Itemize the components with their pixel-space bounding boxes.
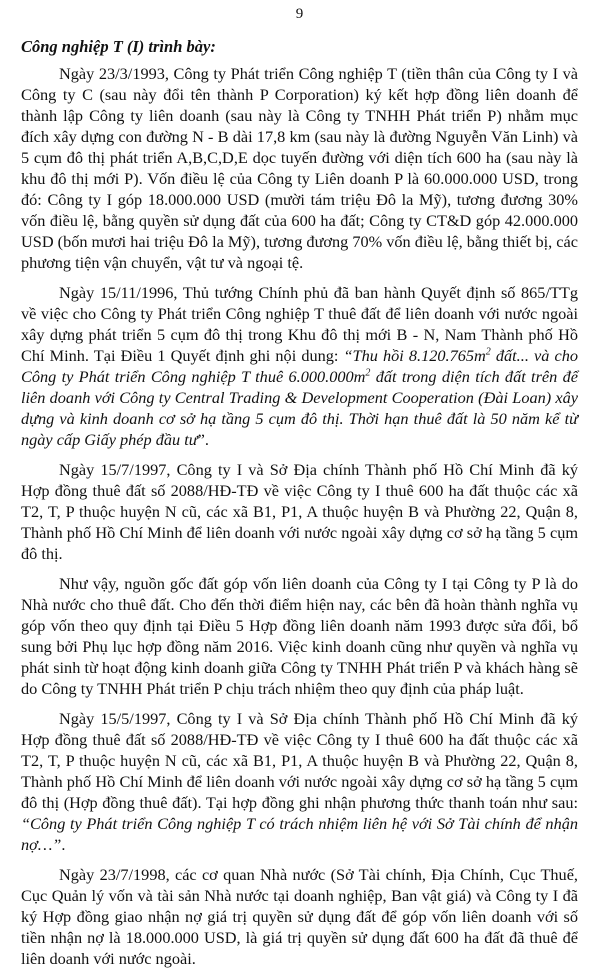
paragraph-2-quote-part-3: đất trong diện tích đất trên để liên doanh với Công ty Central Trading & Development Cooperation (Đài Loan) xây dựng và kinh doanh cơ sở hạ tầng 5 cụm đô thị. Thời hạn thuê đất là 50 năm kể từ ngày cấp Giấy phép đầu tư <box>21 367 578 449</box>
paragraph-2-closing: ”. <box>197 430 209 449</box>
paragraph-5 <box>21 708 578 855</box>
paragraph-6: Ngày 23/7/1998, các cơ quan Nhà nước (Sở Tài chính, Địa Chính, Cục Thuế, Cục Quản lý vốn và tài sản Nhà nước tại doanh nghiệp, Ban vật giá) và Công ty I đã ký Hợp đồng giao nhận nợ giá trị quyền sử dụng đất để góp vốn liên doanh với số tiền nhận nợ là 18.000.000 USD, là giá trị quyền sử dụng đất 600 ha đất đã thuê để liên doanh với nước ngoài. <box>21 865 578 968</box>
page-number: 9 <box>295 6 304 22</box>
paragraph-1: Ngày 23/3/1993, Công ty Phát triển Công nghiệp T (tiền thân của Công ty I và Công ty C (sau này đổi tên thành P Corporation) ký kết hợp đồng liên doanh để thành lập Công ty liên doanh (sau này là Công ty TNHH Phát triển P) nhằm mục đích xây dựng con đường N - B dài 17,8 km (sau này là đường Nguyễn Văn Linh) và 5 cụm đô thị phát triển A,B,C,D,E dọc tuyến đường với diện tích 600 ha (sau này là khu đô thị mới P). Vốn điều lệ của Công ty Liên doanh P là 60.000.000 USD, trong đó: Công ty I góp 18.000.000 USD (mười tám triệu Đô la Mỹ), tương đương 30% vốn điều lệ, bằng quyền sử dụng đất của 600 ha đất; Công ty CT&D góp 42.000.000 USD (bốn mươi hai triệu Đô la Mỹ), tương đương 70% vốn điều lệ, bằng thiết bị, các phương tiện vận chuyển, vật tư và ngoại tệ. <box>21 64 578 272</box>
paragraph-5-text: Ngày 15/5/1997, Công ty I và Sở Địa chính Thành phố Hồ Chí Minh đã ký Hợp đồng thuê đất số 2088/HĐ-TĐ về việc Công ty I thuê 600 ha đất thuộc các xã T2, T, P thuộc huyện N cũ, các xã B1, P1, A thuộc huyện B và Phường 22, Quận 8, Thành phố Hồ Chí Minh để liên doanh với nước ngoài xây dựng cơ sở hạ tầng 5 cụm đô thị (Hợp đồng thuê đất). Tại hợp đồng ghi nhận phương thức thanh toán như sau: <box>21 709 578 812</box>
paragraph-3: Ngày 15/7/1997, Công ty I và Sở Địa chính Thành phố Hồ Chí Minh đã ký Hợp đồng thuê đất số 2088/HĐ-TĐ về việc Công ty I thuê 600 ha đất thuộc các xã T2, T, P thuộc huyện N cũ, các xã B1, P1, A thuộc huyện B và Phường 22, Quận 8, Thành phố Hồ Chí Minh để liên doanh với nước ngoài xây dựng cơ sở hạ tầng 5 cụm đô thị. <box>21 460 578 563</box>
section-heading: Công nghiệp T (I) trình bày: <box>21 37 216 56</box>
paragraph-2 <box>21 282 578 450</box>
paragraph-2-text: Ngày 15/11/1996, Thủ tướng Chính phủ đã ban hành Quyết định số 865/TTg về việc cho Công ty Phát triển Công nghiệp T thuê đất để liên doanh với nước ngoài xây dựng phát triển 5 cụm đô thị trong Khu đô thị mới B - N, Nam Thành phố Hồ Chí Minh. Tại Điều 1 Quyết định ghi nội dung: <box>21 283 578 365</box>
paragraph-2-quote-part-1: “Thu hồi 8.120.765m <box>343 346 486 365</box>
superscript-2-b: 2 <box>365 367 371 379</box>
superscript-2-a: 2 <box>485 346 491 358</box>
paragraph-5-quote: “Công ty Phát triển Công nghiệp T có trách nhiệm liên hệ với Sở Tài chính để nhận nợ…” <box>21 814 578 854</box>
paragraph-2-quote-part-2: đất... và cho Công ty Phát triển Công nghiệp T thuê 6.000.000m <box>21 346 578 386</box>
paragraph-5-closing: . <box>61 835 66 854</box>
paragraph-4: Như vậy, nguồn gốc đất góp vốn liên doanh của Công ty I tại Công ty P là do Nhà nước cho thuê đất. Cho đến thời điểm hiện nay, các bên đã hoàn thành nghĩa vụ góp vốn theo quy định tại Điều 5 Hợp đồng liên doanh năm 1993 được sửa đổi, bổ sung bởi Phụ lục hợp đồng năm 2016. Việc kinh doanh cũng như quyền và nghĩa vụ phát sinh từ hoạt động kinh doanh giữa Công ty TNHH Phát triển P và khách hàng sẽ do Công ty TNHH Phát triển P chịu trách nhiệm theo quy định của pháp luật. <box>21 574 578 698</box>
